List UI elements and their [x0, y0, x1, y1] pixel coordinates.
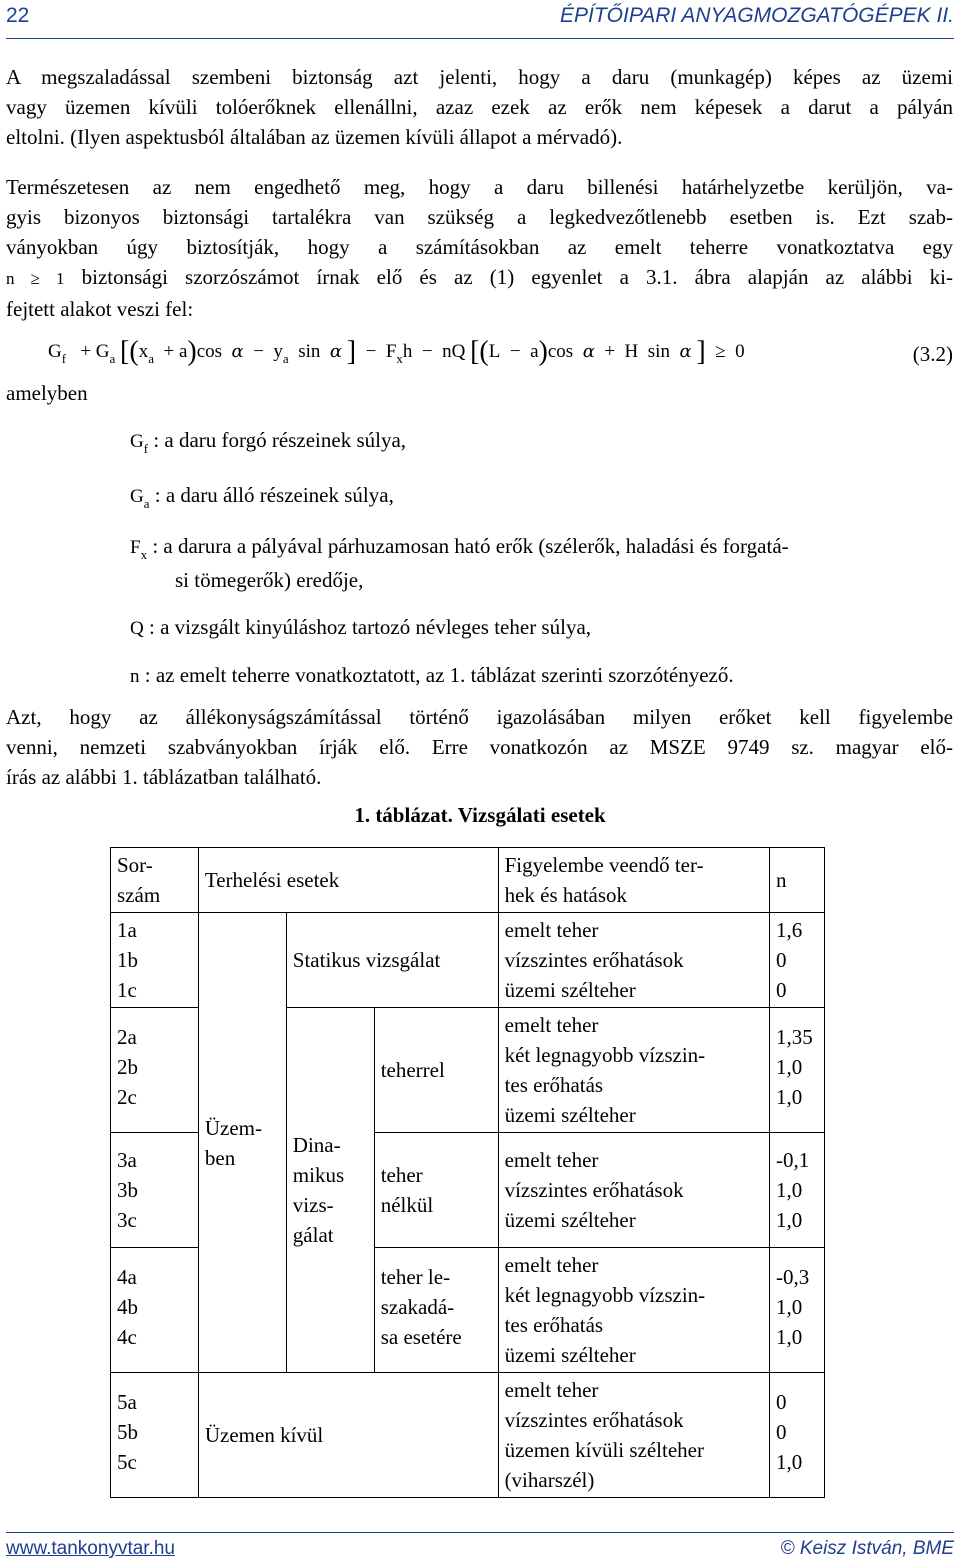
inline-condition: n ≥ 1: [6, 269, 65, 288]
text-line: ványokban úgy biztosítják, hogy a számításokban az emelt teherre vonatkoztatva egy: [6, 235, 953, 259]
definition-text: : a daru forgó részeinek súlya,: [153, 428, 407, 452]
row-loads: emelt teher két legnagyobb vízszin- tes erőhatás üzemi szélteher: [498, 1008, 769, 1133]
header-rule: [6, 38, 954, 39]
definition-q: [130, 612, 591, 644]
page-number: 22: [6, 4, 30, 27]
header-n: n: [769, 848, 824, 913]
definition-symbol: n: [130, 666, 140, 687]
text-line: írás az alábbi 1. táblázatban található.: [6, 765, 322, 789]
definition-text: : a daru álló részeinek súlya,: [154, 483, 394, 507]
text-line: vagy üzemen kívüli tolóerőknek ellenállni, azaz ezek az erők nem képesek a darut a pályán: [6, 95, 953, 119]
definition-text: : a vizsgált kinyúláshoz tartozó névleges teher súlya,: [148, 615, 592, 639]
test-cases-table: [110, 847, 825, 1498]
definition-symbol: G: [130, 486, 144, 507]
footer-author: © Keisz István, BME: [780, 1538, 954, 1559]
text-line: venni, nemzeti szabványokban írják elő. Erre vonatkozón az MSZE 9749 sz. magyar elő-: [6, 735, 953, 759]
row-n: 0 0 1,0: [769, 1373, 824, 1498]
row-ids: 2a 2b 2c: [111, 1008, 199, 1133]
row-n: -0,1 1,0 1,0: [769, 1133, 824, 1248]
row-loads: emelt teher két legnagyobb vízszin- tes erőhatás üzemi szélteher: [498, 1248, 769, 1373]
definition-gf: $G_f$ : a daru forgó részeinek súlya,: [130, 428, 407, 456]
row-loads: emelt teher vízszintes erőhatások üzemi szélteher: [498, 913, 769, 1008]
page-footer: [6, 1538, 954, 1564]
paragraph-1: [6, 62, 953, 152]
text-line: gyis bizonyos biztonsági tartalékra van szükség a legkedvezőtlenebb esetben is. Ezt szab-: [6, 205, 953, 229]
row-n: 1,6 0 0: [769, 913, 824, 1008]
definition-ga: $G_a$ : a daru álló részeinek súlya,: [130, 483, 394, 511]
definition-fx: $F_x$ : a darura a pályával párhuzamosan ható erők (szélerők, haladási és forgatá-: [130, 534, 789, 562]
definition-text: : a darura a pályával párhuzamosan ható erők (szélerők, haladási és forgatá-: [152, 534, 789, 558]
row-ids: 1a 1b 1c: [111, 913, 199, 1008]
row-ids: 5a 5b 5c: [111, 1373, 199, 1498]
teher-nelkul-cell: teher nélkül: [374, 1133, 498, 1248]
row-ids: 4a 4b 4c: [111, 1248, 199, 1373]
footer-rule: [6, 1532, 954, 1533]
paragraph-2: [6, 172, 953, 324]
table-row: [111, 1373, 825, 1498]
definition-text: : az emelt teherre vonatkoztatott, az 1. táblázat szerinti szorzótényező.: [144, 663, 734, 687]
text-line: eltolni. (Ilyen aspektusból általában az üzemen kívüli állapot a mérvadó).: [6, 125, 623, 149]
book-title: ÉPÍTŐIPARI ANYAGMOZGATÓGÉPEK II.: [559, 4, 954, 27]
uzemben-cell: Üzem- ben: [198, 913, 286, 1373]
text-line: Azt, hogy az állékonyságszámítással történő igazolásában milyen erőket kell figyelembe: [6, 705, 953, 729]
teher-leszakadasa-cell: teher le- szakadá- sa esetére: [374, 1248, 498, 1373]
row-n: 1,35 1,0 1,0: [769, 1008, 824, 1133]
amelyben-label: amelyben: [6, 381, 88, 405]
definition-symbol: G: [130, 431, 144, 452]
uzemen-kivul-cell: Üzemen kívül: [198, 1373, 498, 1498]
text-line: fejtett alakot veszi fel:: [6, 297, 194, 321]
row-n: -0,3 1,0 1,0: [769, 1248, 824, 1373]
definition-symbol: Q: [130, 618, 144, 639]
dinamikus-cell: Dina- mikus vizs- gálat: [286, 1008, 374, 1373]
text-line: Természetesen az nem engedhető meg, hogy a daru billenési határhelyzetbe kerüljön, va-: [6, 175, 953, 199]
statikus-cell: Statikus vizsgálat: [286, 913, 498, 1008]
text-line: A megszaladással szembeni biztonság azt jelenti, hogy a daru (munkagép) képes az üzemi: [6, 65, 953, 89]
text-line-with-condition: n ≥ 1 biztonsági szorzószámot írnak elő és az (1) egyenlet a 3.1. ábra alapján az alábbi ki-: [6, 265, 954, 289]
definition-fx-cont: si tömegerők) eredője,: [175, 568, 364, 592]
footer-link[interactable]: www.tankonyvtar.hu: [6, 1538, 175, 1559]
page-header: [6, 4, 954, 34]
row-ids: 3a 3b 3c: [111, 1133, 199, 1248]
row-loads: emelt teher vízszintes erőhatások üzemen kívüli szélteher (viharszél): [498, 1373, 769, 1498]
definition-symbol: F: [130, 537, 141, 558]
equation-3-2: $G_f + G_a$ [$(x_a + a)\cos$ $\alpha - y_a$ sin α ] − $F_xh$ − nQ [(L − a)cos α + H sin α ] ≥ 0 (3.2): [48, 336, 953, 367]
equation-number: (3.2): [912, 342, 953, 366]
paragraph-3: [6, 702, 953, 792]
teherrel-cell: teherrel: [374, 1008, 498, 1133]
table-caption: 1. táblázat. Vizsgálati esetek: [354, 803, 606, 827]
table-row: [111, 913, 825, 1008]
definition-n: [130, 660, 734, 692]
row-loads: emelt teher vízszintes erőhatások üzemi szélteher: [498, 1133, 769, 1248]
header-terheles: Terhelési esetek: [198, 848, 498, 913]
table-header-row: [111, 848, 825, 913]
header-sorszam: Sor- szám: [111, 848, 199, 913]
header-figyelembe: Figyelembe veendő ter- hek és hatások: [498, 848, 769, 913]
